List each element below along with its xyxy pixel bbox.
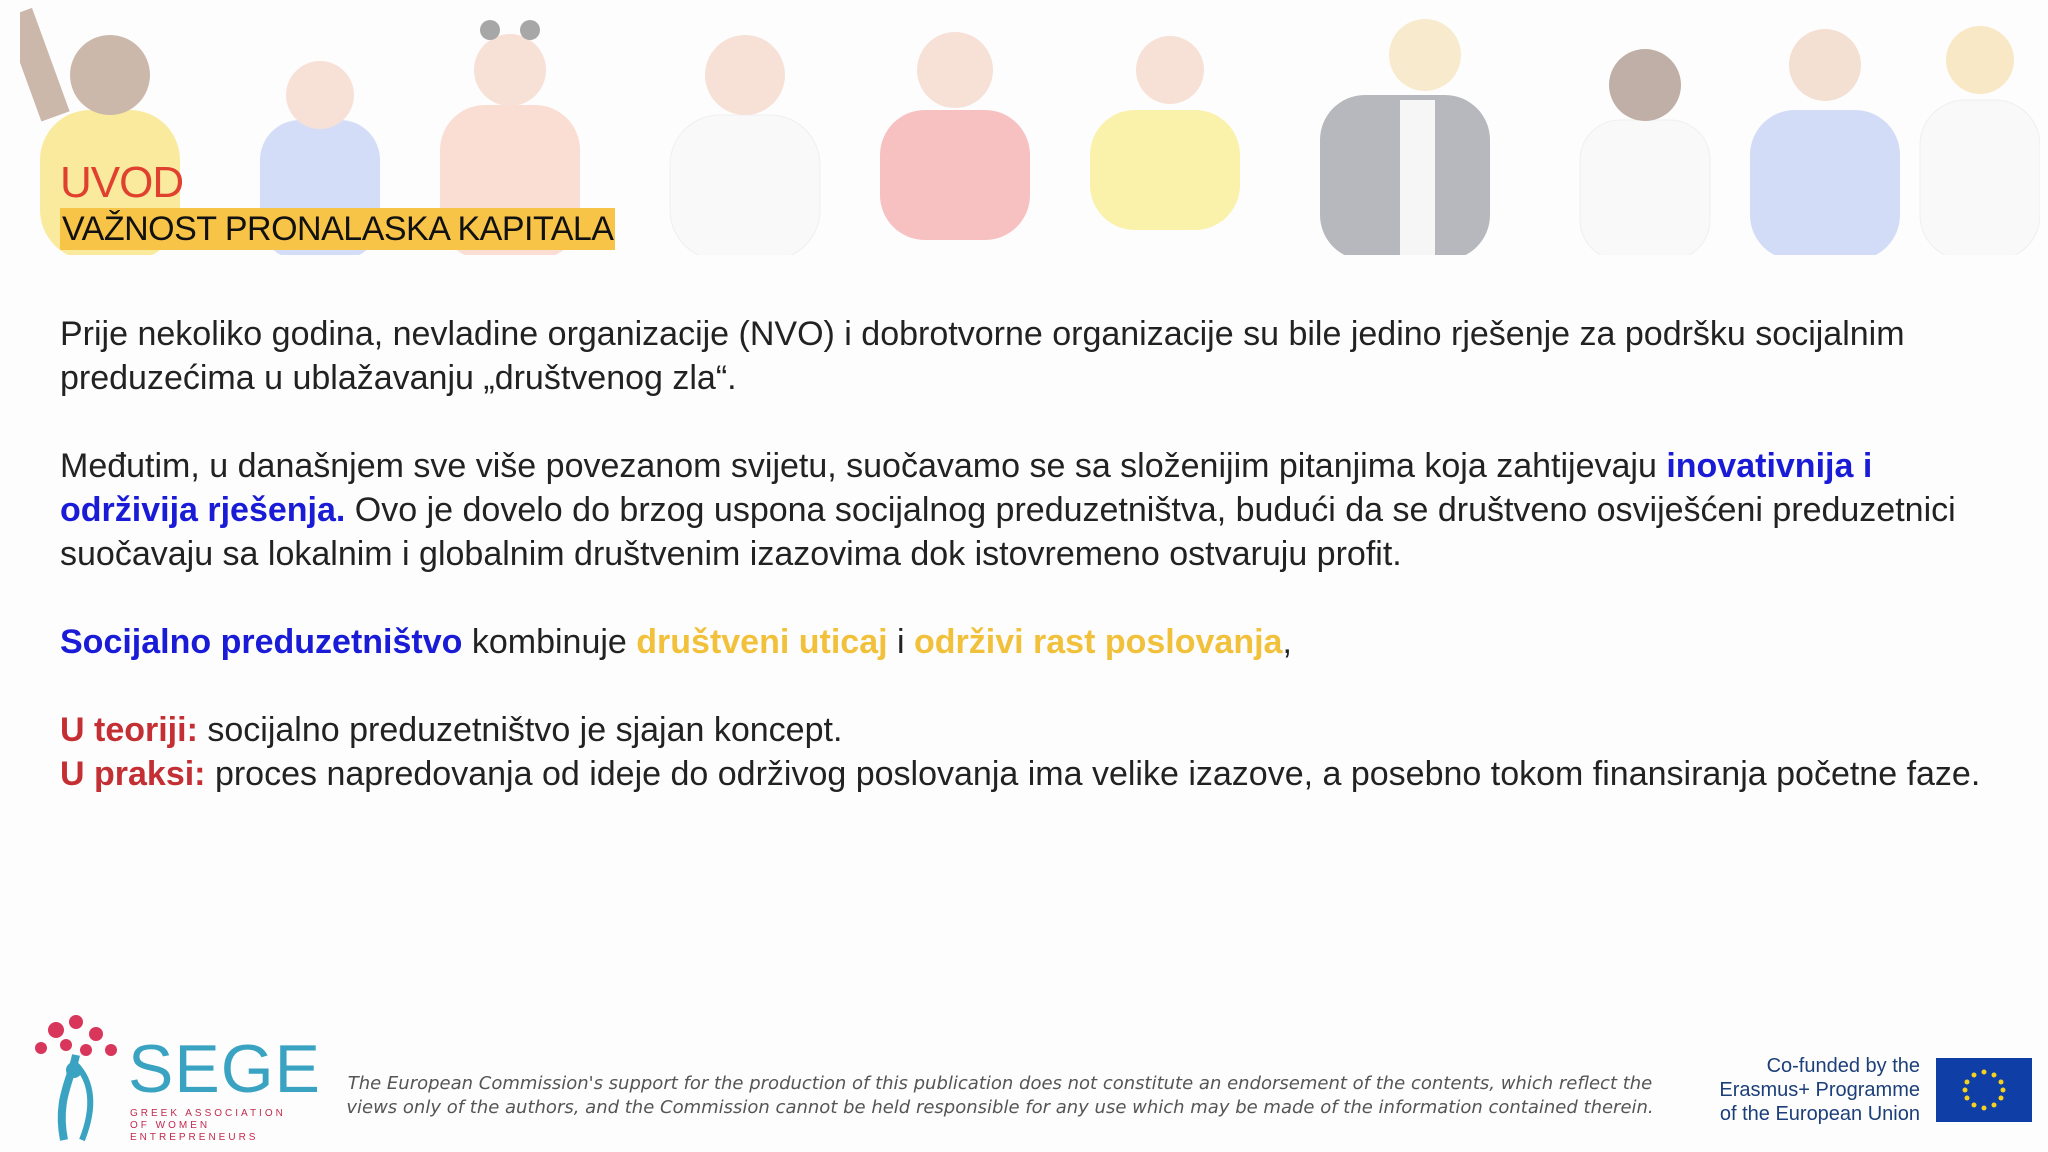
term-social-entrepreneurship: Socijalno preduzetništvo — [60, 623, 463, 661]
highlight-innovative-solutions: inovativnija i održivija rješenja. — [60, 447, 1873, 529]
definition-verb: kombinuje — [462, 623, 637, 661]
definition-end: , — [1282, 623, 1292, 661]
slide-title: UVOD — [60, 158, 184, 207]
theory-line — [60, 708, 1990, 752]
practice-line — [60, 752, 1990, 796]
definition-and: i — [887, 623, 914, 661]
title-block — [60, 160, 615, 250]
theory-text: socijalno preduzetništvo je sjajan koncept. — [197, 711, 843, 749]
theory-label: U teoriji: — [60, 711, 198, 749]
paragraph-context-part2: Ovo je dovelo do brzog uspona socijalnog preduzetništva, budući da se društveno osviješćeni preduzetnici suočavaju sa lokalnim i globalnim društvenim izazovima dok istovremeno ostvaruju profit. — [60, 491, 1956, 573]
body-text — [60, 312, 1990, 796]
cofunded-text: Co-funded by the Erasmus+ Programme of the European Union — [1719, 1055, 1920, 1125]
slide-subtitle: VAŽNOST PRONALASKA KAPITALA — [62, 210, 614, 248]
sege-logo-subtitle: GREEK ASSOCIATION OF WOMEN ENTREPRENEURS — [130, 1108, 286, 1143]
term-social-impact: društveni uticaj — [636, 623, 888, 661]
practice-label: U praksi: — [60, 755, 206, 793]
paragraph-definition — [60, 620, 1990, 664]
paragraph-context-part1: Međutim, u današnjem sve više povezanom svijetu, suočavamo se sa složenijim pitanjima koja zahtijevaju — [60, 447, 1667, 485]
practice-text: proces napredovanja od ideje do održivog poslovanja ima velike izazove, a posebno tokom finansiranja početne faze. — [205, 755, 1981, 793]
paragraph-intro: Prije nekoliko godina, nevladine organizacije (NVO) i dobrotvorne organizacije su bile jedino rješenje za podršku socijalnim preduzećima u ublažavanju „društvenog zla“. — [60, 315, 1905, 397]
eu-flag-icon — [1936, 1058, 2032, 1122]
paragraph-context — [60, 444, 1990, 576]
sege-logo-text: SEGE — [128, 1031, 321, 1107]
term-sustainable-growth: održivi rast poslovanja — [914, 623, 1283, 661]
eu-disclaimer: The European Commission's support for the production of this publication does not constitute an endorsement of the contents, which reflect the views only of the authors, and the Commission cannot be held responsible for any use which may be made of the information contained therein. — [346, 1073, 1654, 1118]
